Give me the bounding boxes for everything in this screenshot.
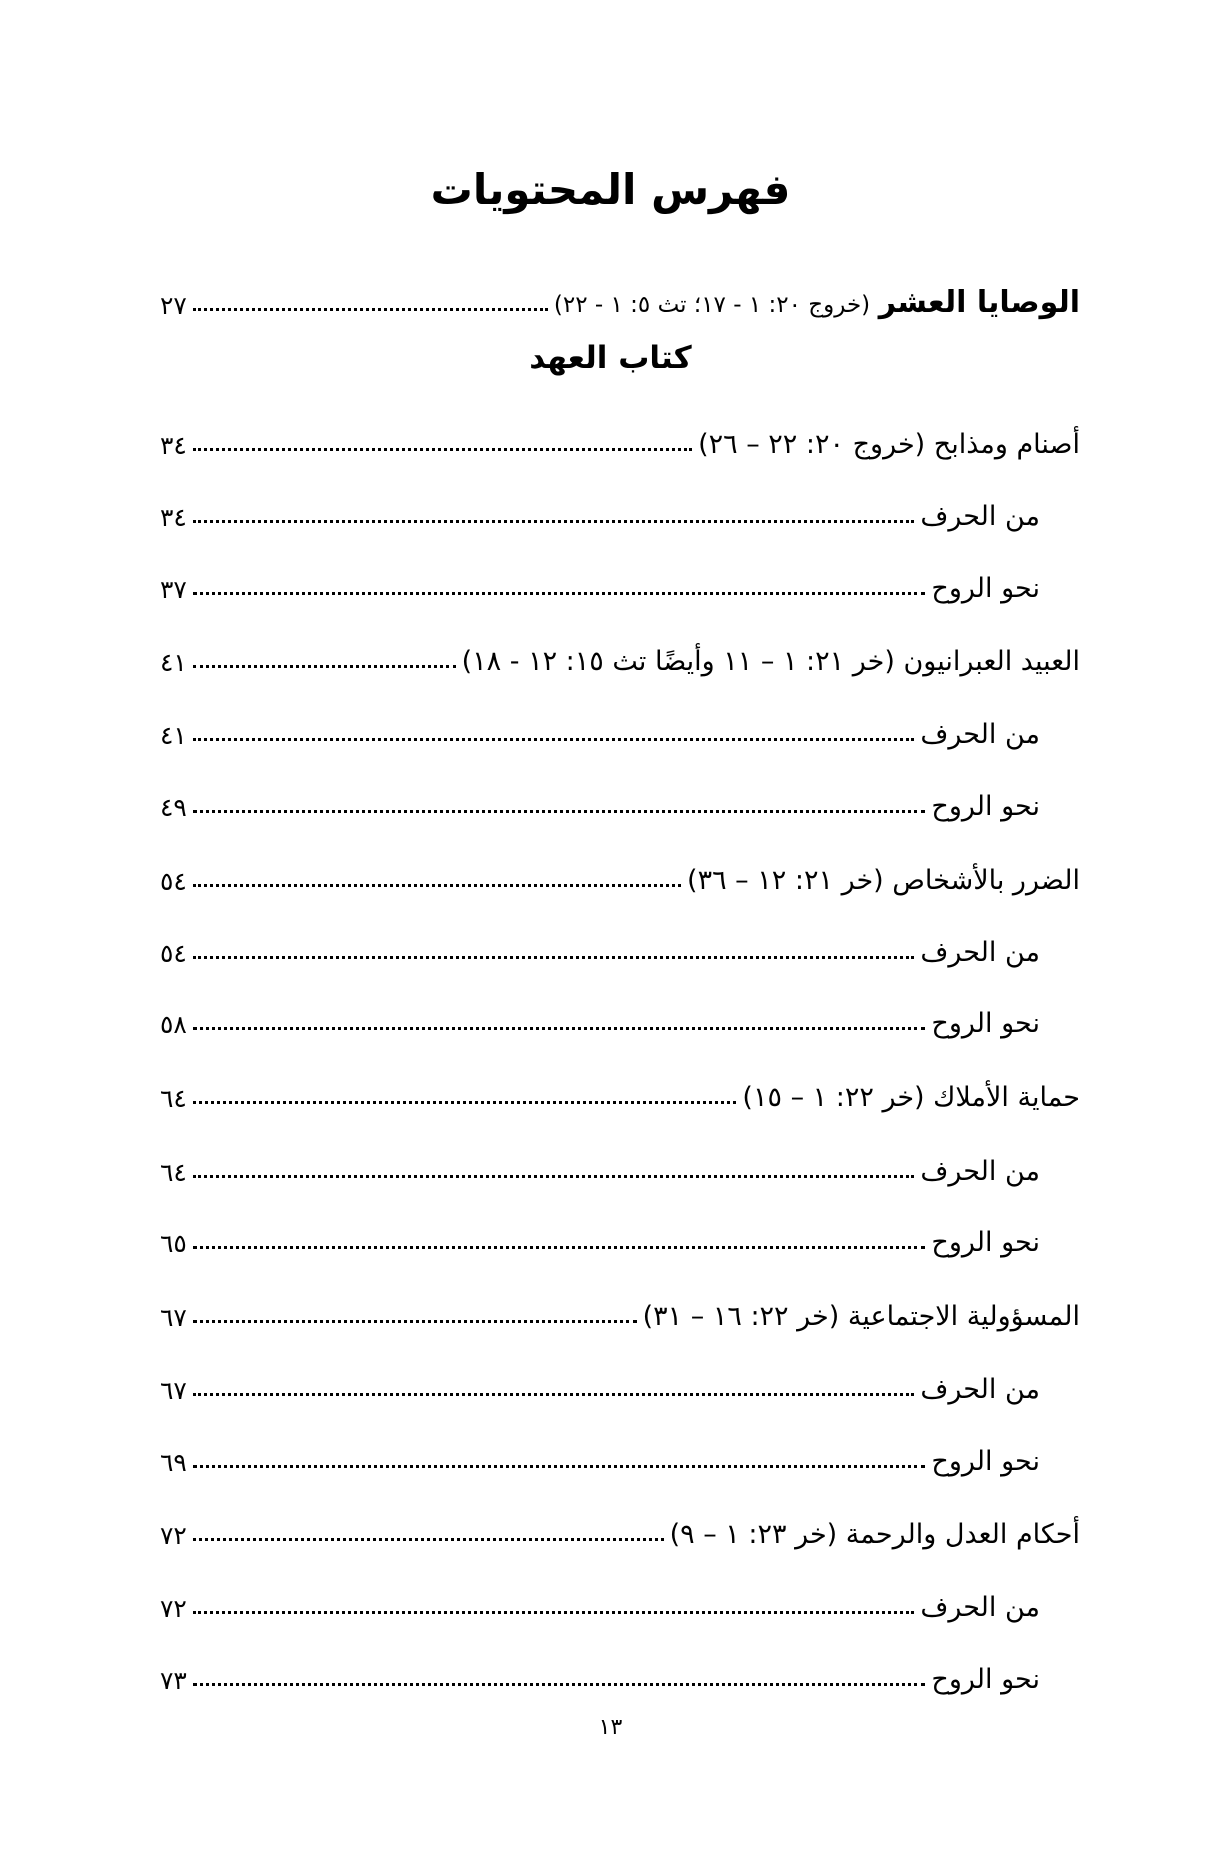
toc-entry — [160, 1510, 1080, 1550]
toc-entry-label: نحو الروح — [931, 573, 1040, 604]
toc-page-number: ٧٢ — [160, 1594, 187, 1623]
toc-page-number: ٦٧ — [160, 1303, 187, 1332]
page-number: ١٣ — [598, 1715, 623, 1740]
toc-entry-label: العبيد العبرانيون (خر ٢١: ١ – ١١ وأيضًا تث ١٥: ١٢ - ١٨) — [461, 646, 1080, 677]
toc-subentry — [160, 564, 1040, 604]
toc-page-number: ٤٩ — [160, 793, 187, 822]
toc-subentry — [160, 1437, 1040, 1477]
toc-subentry — [160, 710, 1040, 750]
toc-entry-label: من الحرف — [920, 1156, 1040, 1187]
toc-entry — [160, 637, 1080, 677]
toc-subentry — [160, 782, 1040, 822]
toc-entry-label: من الحرف — [920, 1592, 1040, 1623]
toc-entry-label: الضرر بالأشخاص (خر ٢١: ١٢ – ٣٦) — [687, 865, 1080, 896]
leader-dots — [193, 1683, 926, 1686]
leader-dots — [193, 956, 914, 959]
toc-subentry — [160, 1147, 1040, 1187]
toc-entry-label: الوصايا العشر (خروج ٢٠: ١ - ١٧؛ تث ٥: ١ - ٢٢) — [553, 285, 1080, 320]
section-heading: كتاب العهد — [529, 340, 692, 376]
leader-dots — [193, 1175, 914, 1178]
leader-dots — [193, 1246, 926, 1249]
toc-entry-label: نحو الروح — [931, 1664, 1040, 1695]
toc-subentry — [160, 1218, 1040, 1258]
toc-entry-label: أحكام العدل والرحمة (خر ٢٣: ١ – ٩) — [669, 1519, 1080, 1550]
toc-page-number: ٣٤ — [160, 431, 187, 460]
leader-dots — [193, 1393, 914, 1396]
toc-page-number: ٦٥ — [160, 1229, 187, 1258]
toc-page-number: ٣٤ — [160, 503, 187, 532]
toc-page-number: ٦٤ — [160, 1084, 187, 1113]
leader-dots — [193, 1320, 637, 1323]
toc-page-number: ٢٧ — [160, 291, 187, 320]
leader-dots — [193, 1538, 664, 1541]
leader-dots — [193, 520, 914, 523]
toc-entry-label: من الحرف — [920, 719, 1040, 750]
toc-page-number: ٦٩ — [160, 1448, 187, 1477]
toc-entry-label: حماية الأملاك (خر ٢٢: ١ – ١٥) — [742, 1082, 1080, 1113]
toc-subentry — [160, 1655, 1040, 1695]
leader-dots — [193, 665, 456, 668]
toc-entry-label: نحو الروح — [931, 791, 1040, 822]
toc-subentry — [160, 1365, 1040, 1405]
toc-page-number: ٦٧ — [160, 1376, 187, 1405]
toc-page-number: ٧٣ — [160, 1666, 187, 1695]
toc-entry — [160, 280, 1080, 320]
toc-entry — [160, 1292, 1080, 1332]
toc-page-number: ٣٧ — [160, 575, 187, 604]
toc-page-number: ٧٢ — [160, 1521, 187, 1550]
leader-dots — [193, 884, 681, 887]
toc-page-number: ٤١ — [160, 721, 187, 750]
toc-page-number: ٦٤ — [160, 1158, 187, 1187]
page-title: فهرس المحتويات — [430, 165, 791, 214]
leader-dots — [193, 1465, 926, 1468]
toc-entry-label: أصنام ومذابح (خروج ٢٠: ٢٢ – ٢٦) — [698, 429, 1080, 460]
leader-dots — [193, 308, 548, 311]
toc-entry-label: من الحرف — [920, 1374, 1040, 1405]
toc-page-number: ٥٤ — [160, 939, 187, 968]
leader-dots — [193, 1611, 914, 1614]
toc-entry-label: من الحرف — [920, 501, 1040, 532]
leader-dots — [193, 738, 914, 741]
toc-entry-label: نحو الروح — [931, 1008, 1040, 1039]
toc-entry-label: من الحرف — [920, 937, 1040, 968]
toc-entry-label: نحو الروح — [931, 1227, 1040, 1258]
leader-dots — [193, 810, 926, 813]
toc-entry-label: المسؤولية الاجتماعية (خر ٢٢: ١٦ – ٣١) — [642, 1301, 1080, 1332]
toc-entry-label: نحو الروح — [931, 1446, 1040, 1477]
toc-subentry — [160, 492, 1040, 532]
leader-dots — [193, 1027, 926, 1030]
toc-subentry — [160, 999, 1040, 1039]
toc-page-number: ٥٤ — [160, 867, 187, 896]
toc-entry — [160, 856, 1080, 896]
toc-subentry — [160, 1583, 1040, 1623]
leader-dots — [193, 448, 692, 451]
toc-subentry — [160, 928, 1040, 968]
leader-dots — [193, 1101, 737, 1104]
toc-page-number: ٥٨ — [160, 1010, 187, 1039]
toc-entry — [160, 1073, 1080, 1113]
leader-dots — [193, 592, 926, 595]
toc-page-number: ٤١ — [160, 648, 187, 677]
toc-entry — [160, 420, 1080, 460]
